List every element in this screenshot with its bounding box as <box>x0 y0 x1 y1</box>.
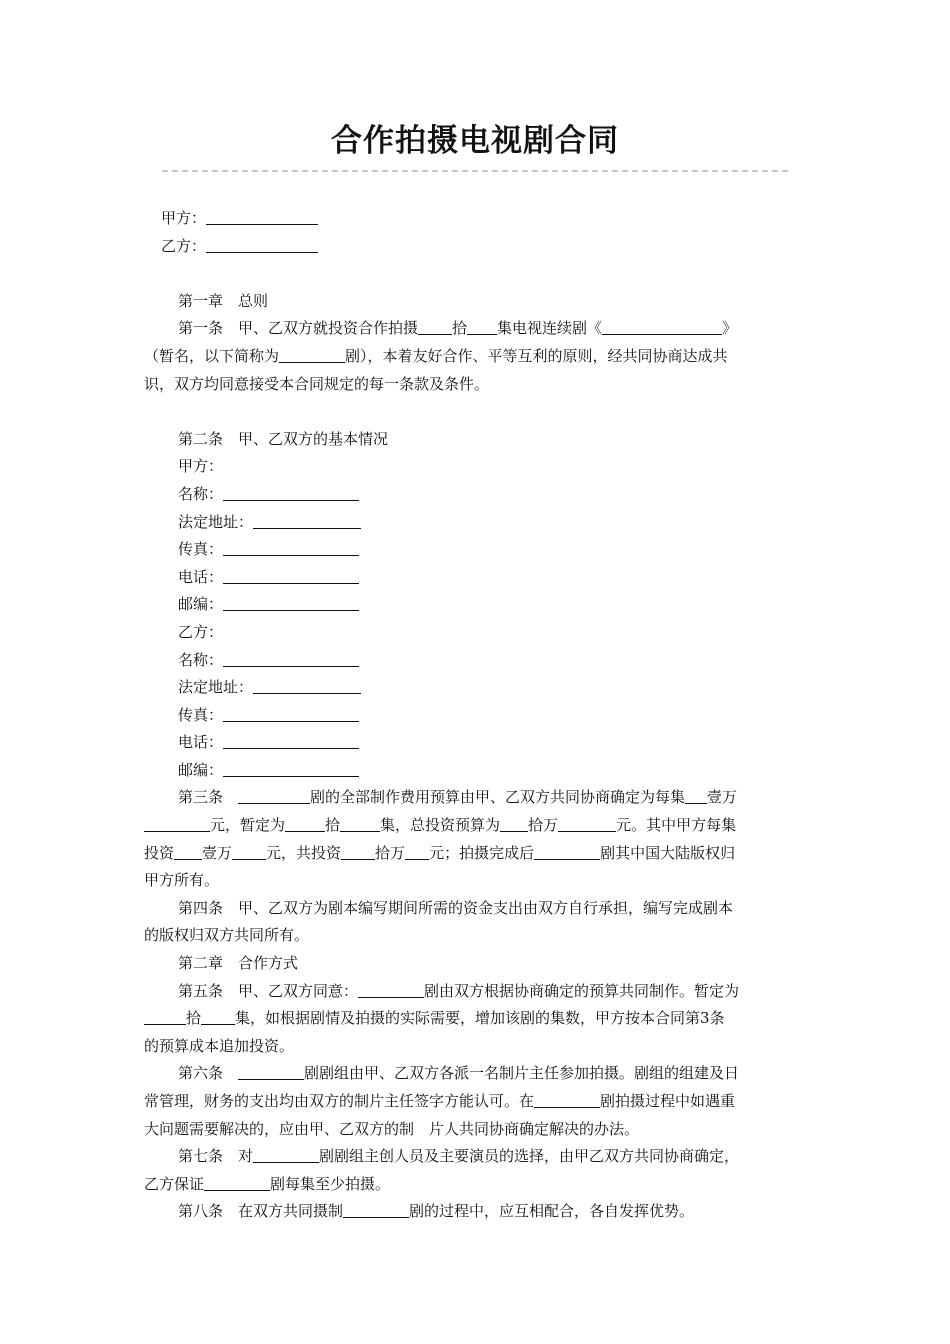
article-5-line-3: 的预算成本追加投资。 <box>144 1036 295 1055</box>
text-run: 剧剧组由甲、乙双方各派一名制片主任参加拍摄。剧组的组建及日 <box>304 1064 740 1083</box>
blank-field <box>144 813 210 832</box>
article-3-line-2 <box>144 812 804 840</box>
document-title: 合作拍摄电视剧合同 <box>331 123 619 159</box>
text-run: 元，暂定为 <box>210 816 286 835</box>
party-b-address-line <box>144 674 804 702</box>
text-run: 第六条 <box>178 1064 239 1083</box>
text-run: 邮编： <box>178 760 224 779</box>
blank-field <box>279 344 345 363</box>
article-1-line-3: 识，双方均同意接受本合同规定的每一条款及条件。 <box>144 374 490 393</box>
article-3-line-1 <box>144 784 804 812</box>
text-run: 投资 <box>144 843 175 862</box>
blank-field <box>223 565 359 584</box>
chapter-2-heading: 第二章 合作方式 <box>178 954 299 973</box>
article-7-line-2 <box>144 1171 804 1199</box>
blank-field <box>144 1006 186 1025</box>
text-run: 常管理，财务的支出均由双方的制片主任签字方能认可。在 <box>144 1092 535 1110</box>
blank-field <box>253 675 361 694</box>
article-5-line-1 <box>144 978 804 1006</box>
party-a-info-label: 甲方： <box>178 457 224 476</box>
blank-field <box>285 813 325 832</box>
chapter-1-heading: 第一章 总则 <box>178 291 269 310</box>
blank-field <box>223 730 359 749</box>
text-run: 元，共投资 <box>266 843 342 862</box>
party-a-postcode-line <box>144 591 804 619</box>
text-run: （暂名，以下简称为 <box>144 346 280 365</box>
blank-field <box>500 813 528 832</box>
party-b-line <box>144 233 804 261</box>
text-run: 第一条 甲、乙双方就投资合作拍摄 <box>178 319 419 338</box>
blank-field <box>343 1199 409 1218</box>
text-run: 拾 <box>452 319 468 338</box>
party-b-info-label: 乙方： <box>178 622 224 641</box>
text-run: 剧的过程中，应互相配合，各自发挥优势。 <box>409 1202 695 1221</box>
text-run: 壹万 <box>707 788 738 807</box>
text-run: 传真： <box>178 540 224 559</box>
text-run: 拾 <box>186 1009 202 1028</box>
article-6-line-3: 大问题需要解决的，应由甲、乙双方的制 片人共同协商确定解决的办法。 <box>144 1119 640 1138</box>
blank-field <box>405 841 429 860</box>
text-run: 电话： <box>178 567 224 586</box>
text-run: 剧其中国大陆版权归 <box>600 843 736 862</box>
text-run: 集，总投资预算为 <box>380 816 501 835</box>
text-run: 剧），本着友好合作、平等互利的原则，经共同协商达成共 <box>345 346 728 365</box>
text-run: 第七条 对 <box>178 1147 254 1166</box>
text-run: 电话： <box>178 733 224 752</box>
party-b-postcode-line <box>144 757 804 785</box>
text-run: 传真： <box>178 705 224 724</box>
text-run: 元。其中甲方每集 <box>616 816 737 835</box>
blank-field <box>558 813 616 832</box>
title-divider <box>162 170 788 172</box>
party-b-blank <box>206 234 318 253</box>
text-run: 名称： <box>178 484 224 503</box>
party-a-name-line <box>144 481 804 509</box>
blank-field <box>534 841 600 860</box>
text-run: 剧拍摄过程中如遇重 <box>600 1092 736 1110</box>
blank-field <box>467 316 497 335</box>
text-run: 拾 <box>325 816 341 835</box>
party-b-name-line <box>144 647 804 675</box>
article-4-line-1: 第四条 甲、乙双方为剧本编写期间所需的资金支出由双方自行承担，编写完成剧本 <box>178 898 734 917</box>
blank-field <box>340 813 380 832</box>
text-run: 剧剧组主创人员及主要演员的选择，由甲乙双方共同协商确定， <box>319 1147 740 1166</box>
article-1-line-2 <box>144 343 804 371</box>
text-run: 法定地址： <box>178 512 254 531</box>
text-run: 法定地址： <box>178 678 254 697</box>
party-a-label: 甲方： <box>161 209 207 227</box>
article-6-line-2 <box>144 1088 804 1116</box>
spacer <box>144 398 804 426</box>
text-run: 》 <box>722 319 738 338</box>
article-3-line-4: 甲方所有。 <box>144 871 220 890</box>
article-3-line-3 <box>144 840 804 868</box>
article-8-line-1 <box>144 1198 804 1226</box>
blank-field <box>223 592 359 611</box>
blank-field <box>418 316 452 335</box>
blank-field <box>685 785 707 804</box>
text-run: 壹万 <box>202 843 233 862</box>
text-run: 拾万 <box>528 816 559 835</box>
text-run: 乙方保证 <box>144 1174 205 1193</box>
article-4-line-2: 的版权归双方共同所有。 <box>144 926 310 945</box>
party-a-line <box>144 205 804 233</box>
article-7-line-1 <box>144 1143 804 1171</box>
text-run: 拾万 <box>375 843 406 862</box>
blank-field <box>223 482 359 501</box>
party-a-blank <box>206 206 318 225</box>
text-run: 集电视连续剧《 <box>497 319 603 338</box>
party-a-address-line <box>144 509 804 537</box>
blank-field <box>602 316 722 335</box>
party-a-fax-line <box>144 536 804 564</box>
blank-field <box>223 648 359 667</box>
article-5-line-2 <box>144 1005 804 1033</box>
blank-field <box>223 703 359 722</box>
blank-field <box>238 1061 304 1080</box>
blank-field <box>534 1089 600 1108</box>
blank-field <box>358 979 424 998</box>
text-run: 邮编： <box>178 595 224 614</box>
spacer <box>144 260 804 288</box>
text-run: 第八条 在双方共同摄制 <box>178 1202 344 1221</box>
party-b-label: 乙方： <box>161 236 207 255</box>
party-b-fax-line <box>144 702 804 730</box>
blank-field <box>341 841 375 860</box>
blank-field <box>232 841 266 860</box>
text-run: 第五条 甲、乙双方同意： <box>178 981 359 1000</box>
blank-field <box>253 510 361 529</box>
text-run: 第三条 <box>178 788 239 807</box>
text-run: 集，如根据剧情及拍摄的实际需要，增加该剧的集数，甲方按本合同第3条 <box>235 1009 725 1028</box>
article-1-line-1 <box>144 315 804 343</box>
blank-field <box>253 1144 319 1163</box>
party-b-phone-line <box>144 729 804 757</box>
blank-field <box>223 758 359 777</box>
text-run: 元；拍摄完成后 <box>429 843 535 862</box>
article-6-line-1 <box>144 1060 804 1088</box>
text-run: 剧由双方根据协商确定的预算共同制作。暂定为 <box>424 981 740 1000</box>
blank-field <box>238 785 310 804</box>
party-a-phone-line <box>144 564 804 592</box>
blank-field <box>204 1172 270 1191</box>
text-run: 剧的全部制作费用预算由甲、乙双方共同协商确定为每集 <box>310 788 686 807</box>
blank-field <box>223 537 359 556</box>
text-run: 名称： <box>178 650 224 669</box>
article-2-heading: 第二条 甲、乙双方的基本情况 <box>178 429 389 448</box>
text-run: 剧每集至少拍摄。 <box>270 1174 391 1193</box>
blank-field <box>201 1006 235 1025</box>
blank-field <box>174 841 202 860</box>
contract-body <box>144 205 804 1226</box>
